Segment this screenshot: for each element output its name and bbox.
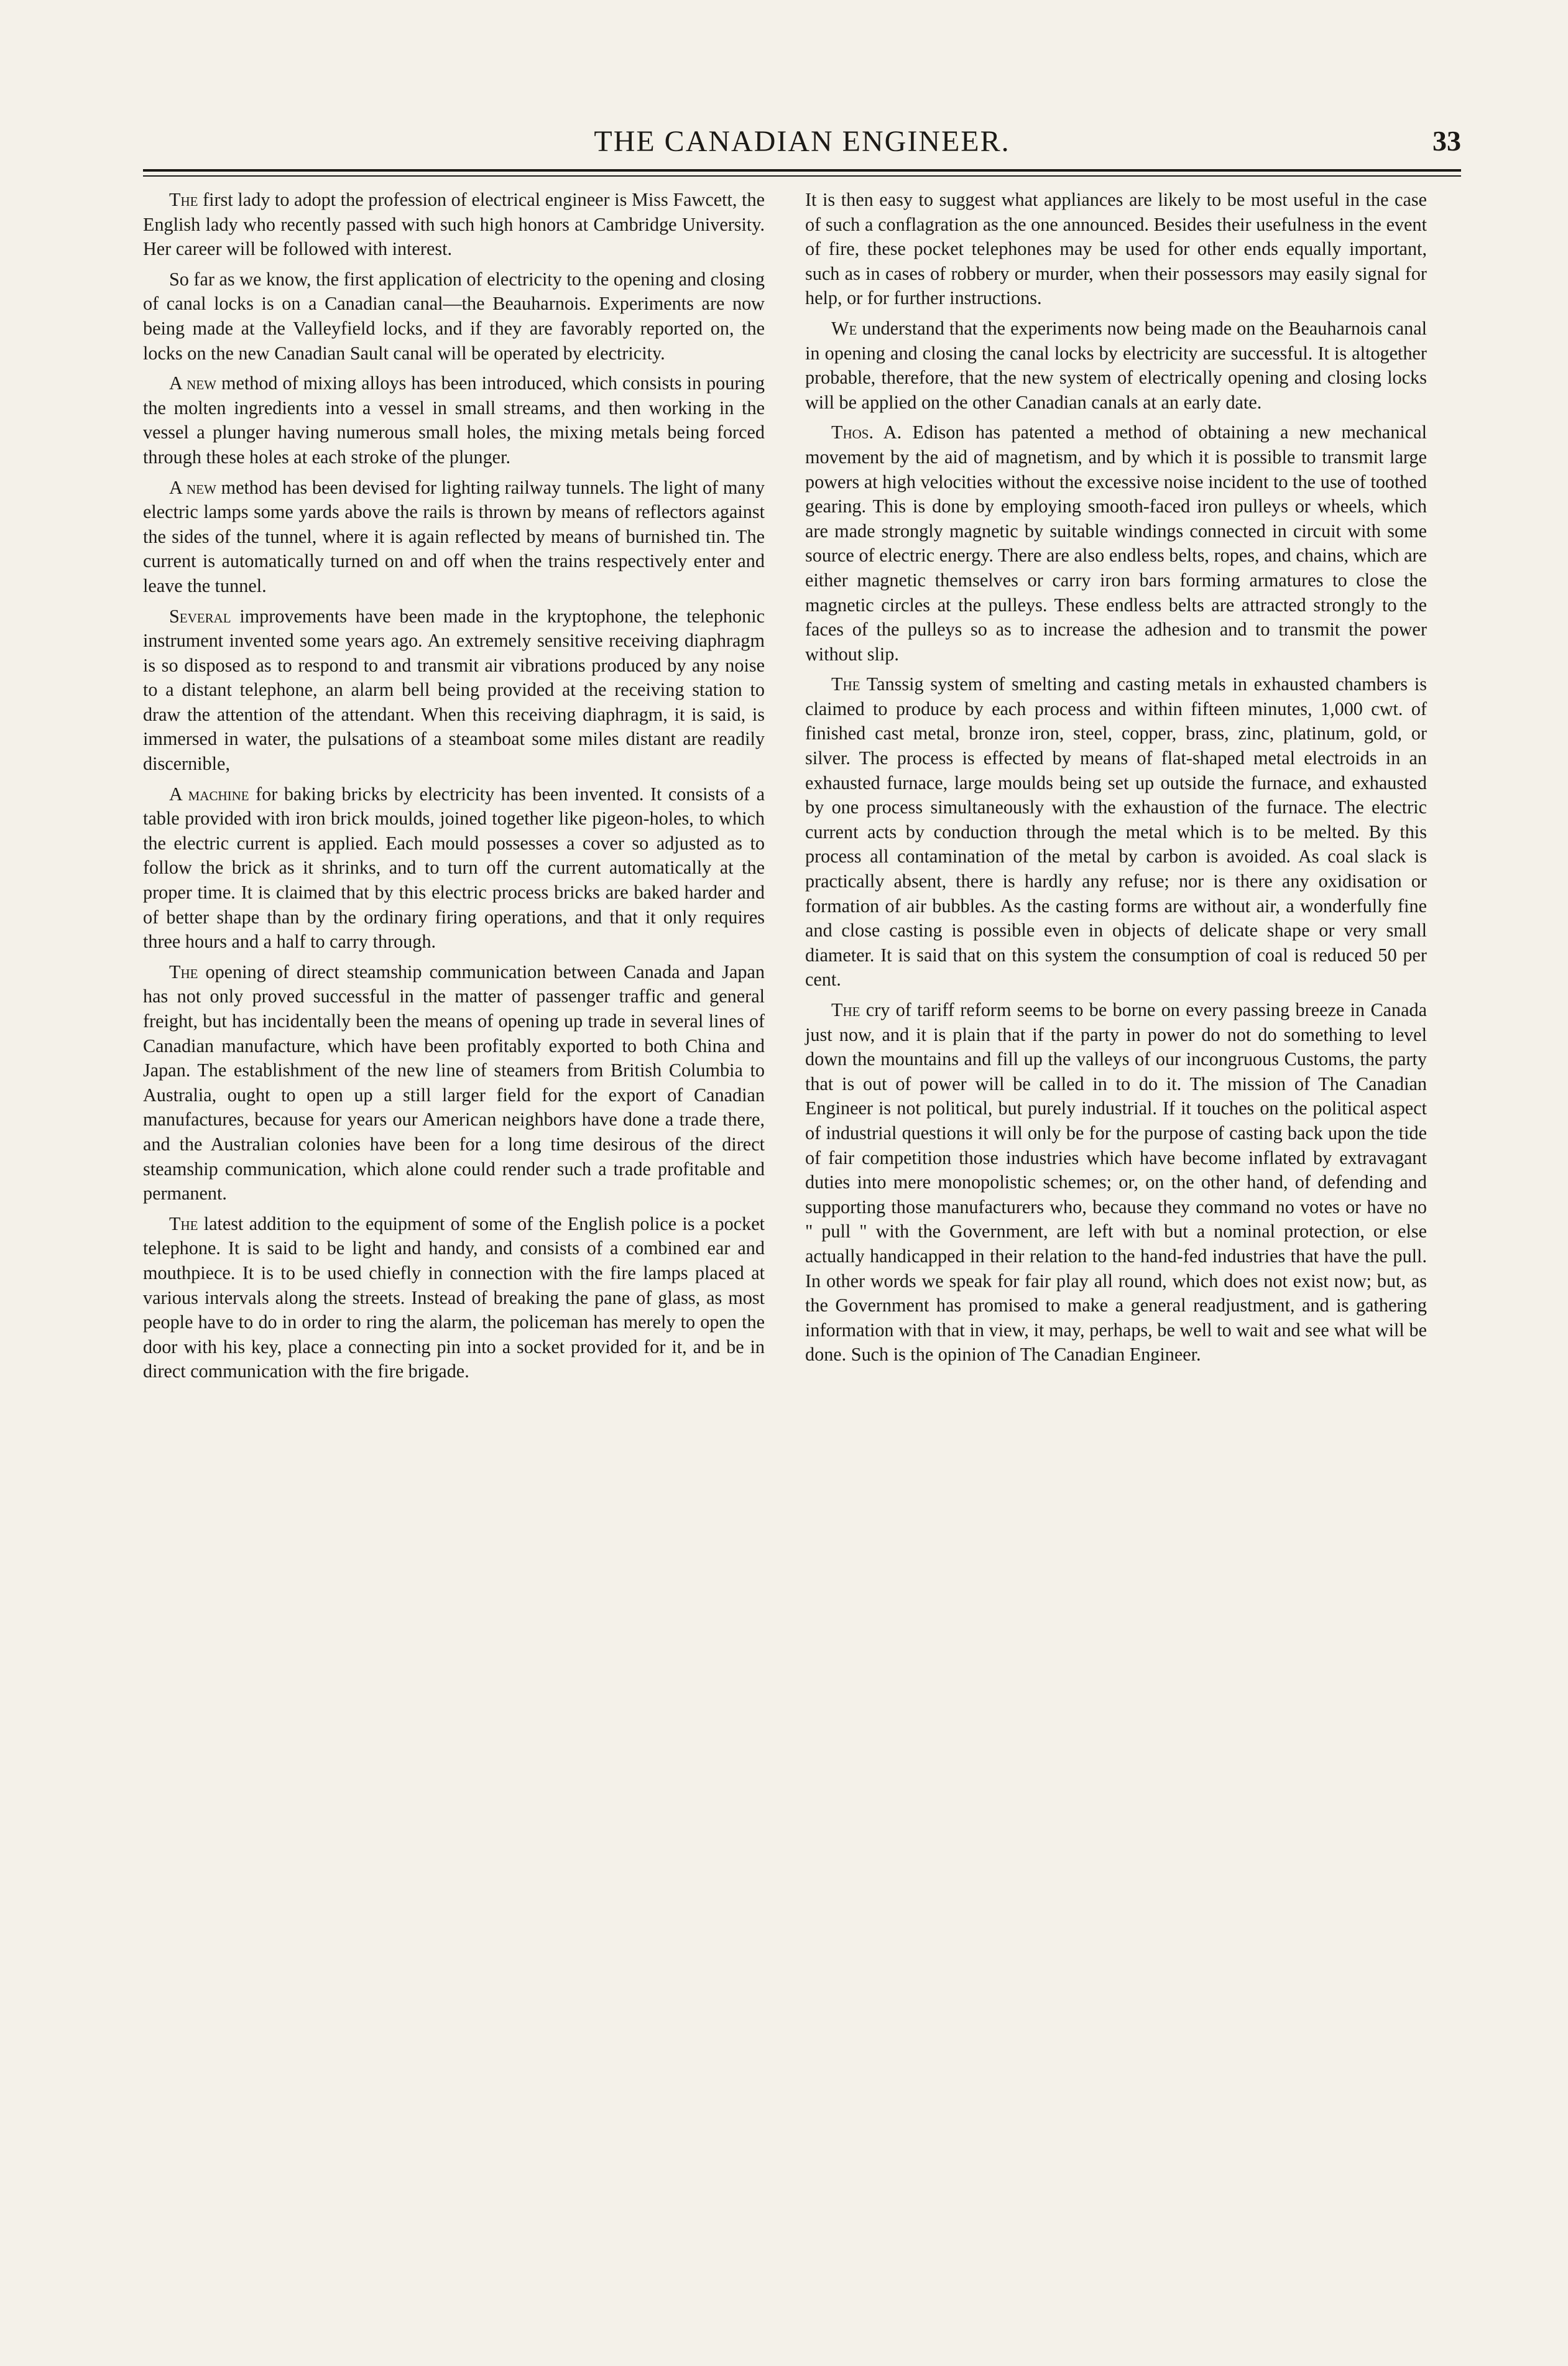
page-header xyxy=(143,124,1461,174)
paragraph-text: latest addition to the equipment of some of the English police is a pocket telephone. It is said to be light and handy, and consists of a combined ear and mouthpiece. It is to be used chiefly in connection with the fire lamps placed at various intervals along the streets. Instead of breaking the pane of glass, as most people have to do in order to ring the alarm, the policeman has merely to open the door with his key, place a connecting pin into a socket provided for it, and be in direct communication with the fire brigade. xyxy=(143,1213,765,1382)
paragraph-text: A. Edison has patented a method of obtaining a new mechanical movement by the aid of magnetism, and by which it is possible to transmit large powers at high velocities without the excessive noise incident to the use of toothed gearing. This is done by employing smooth-faced iron pulleys or wheels, which are made strongly magnetic by suitable windings connected in circuit with some source of electric energy. There are also endless belts, ropes, and chains, which are either magnetic themselves or carry iron bars forming armatures to close the magnetic circles at the pulleys. These endless belts are attracted strongly to the faces of the pulleys so as to increase the adhesion and to transmit the power without slip. xyxy=(805,422,1427,665)
paragraph-text: cry of tariff reform seems to be borne on every passing breeze in Canada just now, and it is plain that if the party in power do not do something to level down the mountains and fill up the valleys of our incongruous Customs, the party that is out of power will be called in to do it. The mission of The Canadian Engineer is not political, but purely industrial. If it touches on the political aspect of industrial questions it will only be for the purpose of casting back upon the tide of fair competition those industries which have become inflated by extravagant duties into mere monopolistic schemes; or, on the other hand, of defending and supporting those manufacturers who, because they command no votes or have no " pull " with the Government, are left with but a nominal protection, or else actually handicapped in their relation to the hand-fed industries that have the pull. In other words we speak for fair play all round, which does not exist now; but, as the Government has promised to make a general readjustment, and is gathering information with that in view, it may, perhaps, be well to wait and see what will be done. Such is the opinion of The Canadian Engineer. xyxy=(805,999,1427,1366)
paragraph xyxy=(805,998,1427,1367)
paragraph-lead: Several xyxy=(169,605,231,627)
paragraph-continued xyxy=(805,188,1427,311)
paragraph xyxy=(805,672,1427,992)
paragraph xyxy=(143,604,765,777)
paragraph-lead: The xyxy=(169,1213,198,1234)
paragraph-lead: Thos. xyxy=(831,422,874,443)
paragraph-text: It is then easy to suggest what appliances are likely to be most useful in the case of such a conflagration as the one announced. Besides their usefulness in the event of fire, these pocket telephones may be used for other ends equally important, such as in cases of robbery or murder, when their possessors may easily signal for help, or for further instructions. xyxy=(805,189,1427,309)
paragraph-lead: We xyxy=(831,317,857,339)
paragraph-lead: The xyxy=(831,999,860,1020)
paragraph-text: Tanssig system of smelting and casting metals in exhausted chambers is claimed to produce by each process and within fifteen minutes, 1,000 cwt. of finished cast metal, bronze iron, steel, copper, brass, zinc, platinum, gold, or silver. The process is effected by means of flat-shaped metal electroids in an exhausted furnace, large moulds being set up outside the furnace, and exhausted by one process simultaneously with the exhaustion of the furnace. The electric current acts by conduction through the metal which is to be melted. By this process all contamination of the metal by carbon is avoided. As coal slack is practically absent, there is hardly any refuse; nor is there any oxidisation or formation of air bubbles. As the casting forms are without air, a wonderfully fine and close casting is possible even in objects of delicate shape or very small diameter. It is said that on this system the consumption of coal is reduced 50 per cent. xyxy=(805,673,1427,991)
paragraph-text: method of mixing alloys has been introduced, which consists in pouring the molten ingredients into a vessel in small streams, and then working in the vessel a plunger having numerous small holes, the mixing metals being forced through these holes at each stroke of the plunger. xyxy=(143,372,765,468)
header-rule-thick xyxy=(143,169,1461,172)
paragraph-text: improvements have been made in the kryptophone, the telephonic instrument invented some years ago. An extremely sensitive receiving diaphragm is so disposed as to respond to and transmit air vibrations produced by any noise to a distant telephone, an alarm bell being provided at the receiving station to draw the attention of the attendant. When this receiving diaphragm, it is said, is immersed in water, the pulsations of a steamboat some miles distant are readily discernible, xyxy=(143,605,765,775)
paragraph xyxy=(805,317,1427,415)
paragraph xyxy=(143,371,765,469)
paragraph-lead: The xyxy=(169,189,198,210)
running-title: THE CANADIAN ENGINEER. xyxy=(594,125,1010,158)
paragraph-text: understand that the experiments now being made on the Beauharnois canal in opening and closing the canal locks by electricity are successful. It is altogether probable, therefore, that the new system of electrically opening and closing locks will be applied on the other Canadian canals at an early date. xyxy=(805,317,1427,413)
paragraph xyxy=(143,188,765,262)
paragraph-lead: A new xyxy=(169,476,216,498)
left-column xyxy=(143,188,765,1390)
paragraph xyxy=(143,782,765,954)
paragraph xyxy=(805,420,1427,667)
paragraph-lead: A new xyxy=(169,372,216,394)
paragraph-text: So far as we know, the first application of electricity to the opening and closing of canal locks is on a Canadian canal—the Beauharnois. Experiments are now being made at the Valleyfield locks, and if they are favorably reported on, the locks on the new Canadian Sault canal will be operated by electricity. xyxy=(143,268,765,364)
header-rule-thin xyxy=(143,175,1461,177)
paragraph xyxy=(143,476,765,599)
paragraph-text: for baking bricks by electricity has been invented. It consists of a table provided with iron brick moulds, joined together like pigeon-holes, to which the electric current is applied. Each mould possesses a cover so adjusted as to follow the brick as it shrinks, and to turn off the current automatically at the proper time. It is claimed that by this electric process bricks are baked harder and of better shape than by the ordinary firing operations, and that it only requires three hours and a half to carry through. xyxy=(143,783,765,953)
paragraph xyxy=(143,267,765,366)
paragraph xyxy=(143,1212,765,1384)
right-column xyxy=(805,188,1427,1373)
paragraph-lead: The xyxy=(831,673,860,695)
paragraph xyxy=(143,960,765,1206)
paragraph-text: first lady to adopt the profession of electrical engineer is Miss Fawcett, the English lady who recently passed with such high honors at Cambridge University. Her career will be followed with interest. xyxy=(143,189,765,260)
paragraph-text: opening of direct steamship communication between Canada and Japan has not only proved successful in the matter of passenger traffic and general freight, but has incidentally been the means of opening up trade in several lines of Canadian manufacture, which have been profitably exported to both China and Japan. The establishment of the new line of steamers from British Columbia to Australia, ought to open up a still larger field for the export of Canadian manufactures, because for years our American neighbors have done a trade there, and the Australian colonies have been for a long time desirous of the direct steamship communication, which alone could render such a trade profitable and permanent. xyxy=(143,961,765,1204)
paragraph-text: method has been devised for lighting railway tunnels. The light of many electric lamps some yards above the rails is thrown by means of reflectors against the sides of the tunnel, where it is again reflected by means of burnished tin. The current is automatically turned on and off when the trains respectively enter and leave the tunnel. xyxy=(143,476,765,596)
paragraph-lead: A machine xyxy=(169,783,249,805)
page-number: 33 xyxy=(1432,125,1461,157)
paragraph-lead: The xyxy=(169,961,198,982)
